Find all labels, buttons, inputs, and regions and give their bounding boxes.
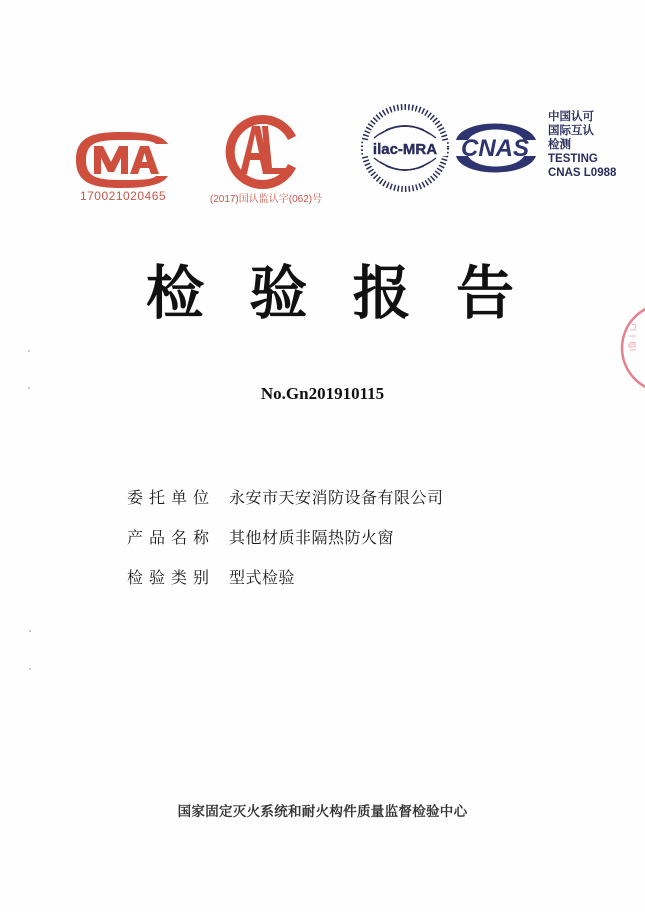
ilac-mra-logo-icon — [360, 104, 450, 192]
field-value: 型式检验 — [229, 567, 296, 587]
cnas-logo-icon — [448, 112, 542, 182]
cnas-line: 检测 — [548, 139, 571, 151]
cnas-accreditation-text — [548, 110, 616, 180]
cma-logo-icon — [72, 130, 172, 190]
cnas-line: 中国认可 — [548, 111, 594, 123]
cnas-line: CNAS L0988 — [548, 167, 617, 179]
issuing-organization: 国家固定灭火系统和耐火构件质量监督检验中心 — [177, 804, 468, 820]
field-value: 永安市天安消防设备有限公司 — [229, 487, 444, 507]
field-label: 产品名称 — [127, 527, 216, 547]
report-number: No.Gn201910115 — [260, 384, 385, 403]
official-seal-icon — [618, 300, 645, 396]
svg-text:CNAS: CNAS — [460, 135, 530, 162]
scan-speck — [29, 668, 31, 670]
title-char: 检 — [145, 259, 204, 327]
field-label: 委托单位 — [127, 487, 216, 507]
field-value: 其他材质非隔热防火窗 — [229, 527, 395, 547]
scan-speck — [28, 387, 30, 389]
cnas-line: 国际互认 — [548, 125, 594, 137]
title-char: 告 — [455, 259, 514, 327]
title-char: 报 — [352, 259, 411, 327]
field-product-name — [127, 516, 444, 556]
svg-text:ilac-MRA: ilac-MRA — [372, 141, 438, 158]
cnas-line: TESTING — [548, 153, 598, 165]
report-info-fields — [127, 476, 444, 596]
page-title — [140, 258, 520, 328]
cma-license-number: 170021020465 — [79, 189, 167, 203]
field-label: 检验类别 — [127, 567, 216, 587]
field-client — [127, 476, 444, 516]
scan-speck — [28, 350, 30, 352]
cal-license-number: (2017)国认监认字(062)号 — [209, 194, 323, 205]
scan-speck — [29, 630, 31, 632]
field-inspection-type — [127, 556, 444, 596]
cal-logo-icon — [222, 112, 304, 192]
title-char: 验 — [249, 259, 308, 327]
